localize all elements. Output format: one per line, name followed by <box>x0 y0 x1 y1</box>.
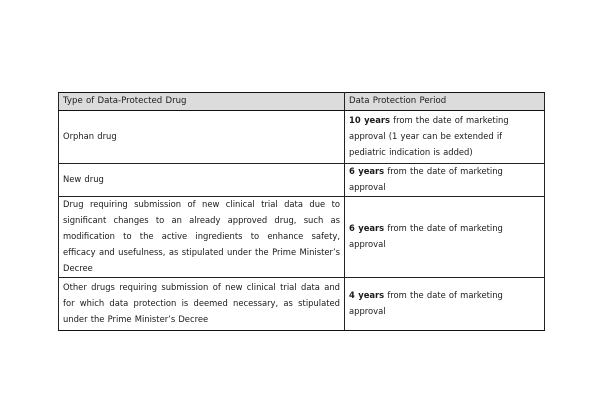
data-protection-table <box>58 92 545 331</box>
header-protection-period: Data Protection Period <box>345 93 545 111</box>
table-row <box>59 111 545 164</box>
drug-type-cell: New drug <box>59 164 345 197</box>
period-years: 6 years <box>349 166 385 176</box>
protection-period-cell <box>345 196 545 277</box>
period-text: from the date of marketing approval (1 year can be extended if pediatric indication is added) <box>349 115 509 157</box>
period-years: 10 years <box>349 115 390 126</box>
protection-period-cell <box>345 164 545 197</box>
protection-period-cell <box>345 111 545 164</box>
period-years: 4 years <box>349 289 385 300</box>
period-text: from the date of marketing approval <box>349 166 503 192</box>
table-row <box>59 164 545 197</box>
data-protection-table-container <box>58 92 544 331</box>
drug-type-cell: Other drugs requiring submission of new clinical trial data and for which data protection is deemed necessary, as stipulated under the Prime Minister’s Decree <box>59 277 345 330</box>
table-row <box>59 196 545 277</box>
protection-period-cell <box>345 277 545 330</box>
header-drug-type: Type of Data-Protected Drug <box>59 93 345 111</box>
period-text: from the date of marketing approval <box>349 289 503 316</box>
table-header-row <box>59 93 545 111</box>
period-text: from the date of marketing approval <box>349 222 503 249</box>
table-row <box>59 277 545 330</box>
period-years: 6 years <box>349 222 385 233</box>
drug-type-cell: Orphan drug <box>59 111 345 164</box>
drug-type-cell: Drug requiring submission of new clinical trial data due to significant changes to an already approved drug, such as modification to the active ingredients to enhance safety, efficacy and usefulness, as stipulated under the Prime Minister’s Decree <box>59 196 345 277</box>
